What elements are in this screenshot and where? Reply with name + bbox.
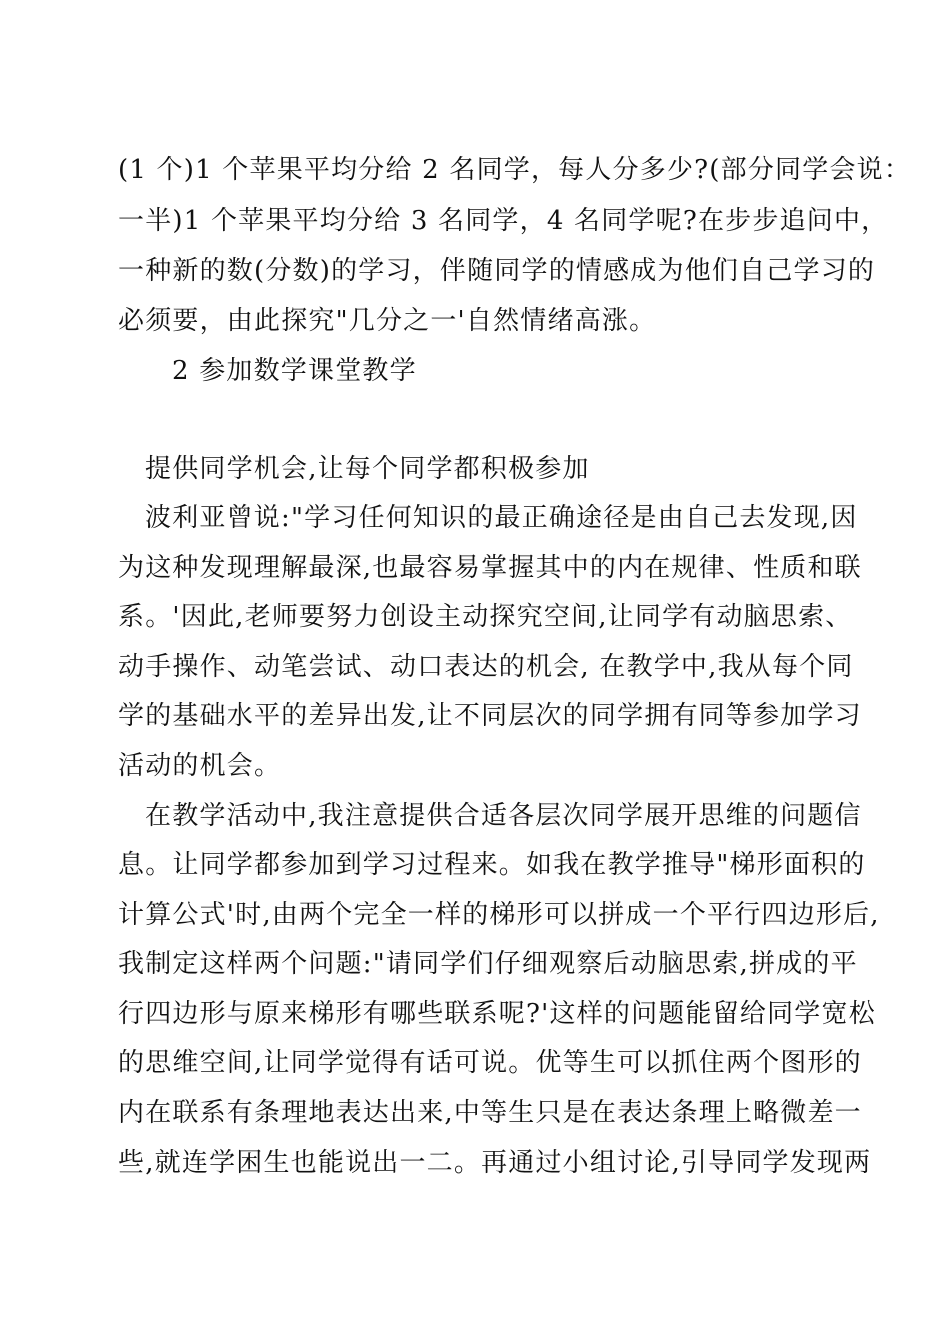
text-line-10: 动手操作、动笔尝试、动口表达的机会, 在教学中,我从每个同 [118, 652, 854, 682]
text-line-3: 一种新的数(分数)的学习，伴随同学的情感成为他们自己学习的 [118, 256, 876, 286]
text-line-9: 系。'因此,老师要努力创设主动探究空间,让同学有动脑思索、 [118, 602, 853, 632]
text-line-12: 活动的机会。 [118, 751, 282, 781]
text-line-16: 我制定这样两个问题:"请同学们仔细观察后动脑思索,拼成的平 [118, 949, 858, 979]
text-line-13: 在教学活动中,我注意提供合适各层次同学展开思维的问题信 [145, 801, 862, 831]
text-line-1: (1 个)1 个苹果平均分给 2 名同学，每人分多少?(部分同学会说： [118, 155, 912, 185]
text-line-15: 计算公式'时,由两个完全一样的梯形可以拼成一个平行四边形后, [118, 900, 880, 930]
text-line-2: 一半)1 个苹果平均分给 3 名同学，4 名同学呢?在步步追问中， [118, 206, 889, 236]
text-line-11: 学的基础水平的差异出发,让不同层次的同学拥有同等参加学习 [118, 701, 862, 731]
text-line-14: 息。让同学都参加到学习过程来。如我在教学推导"梯形面积的 [118, 850, 866, 880]
text-line-18: 的思维空间,让同学觉得有话可说。优等生可以抓住两个图形的 [118, 1048, 862, 1078]
text-line-19: 内在联系有条理地表达出来,中等生只是在表达条理上略微差一 [118, 1098, 862, 1128]
section-heading: 2 参加数学课堂教学 [172, 356, 417, 386]
text-line-8: 为这种发现理解最深,也最容易掌握其中的内在规律、性质和联 [118, 553, 862, 583]
text-line-4: 必须要，由此探究"几分之一'自然情绪高涨。 [118, 306, 657, 336]
text-line-17: 行四边形与原来梯形有哪些联系呢?'这样的问题能留给同学宽松 [118, 999, 876, 1029]
text-line-7: 波利亚曾说:"学习任何知识的最正确途径是由自己去发现,因 [145, 503, 858, 533]
subsection-heading: 提供同学机会,让每个同学都积极参加 [145, 454, 590, 484]
text-line-20: 些,就连学困生也能说出一二。再通过小组讨论,引导同学发现两 [118, 1148, 872, 1178]
